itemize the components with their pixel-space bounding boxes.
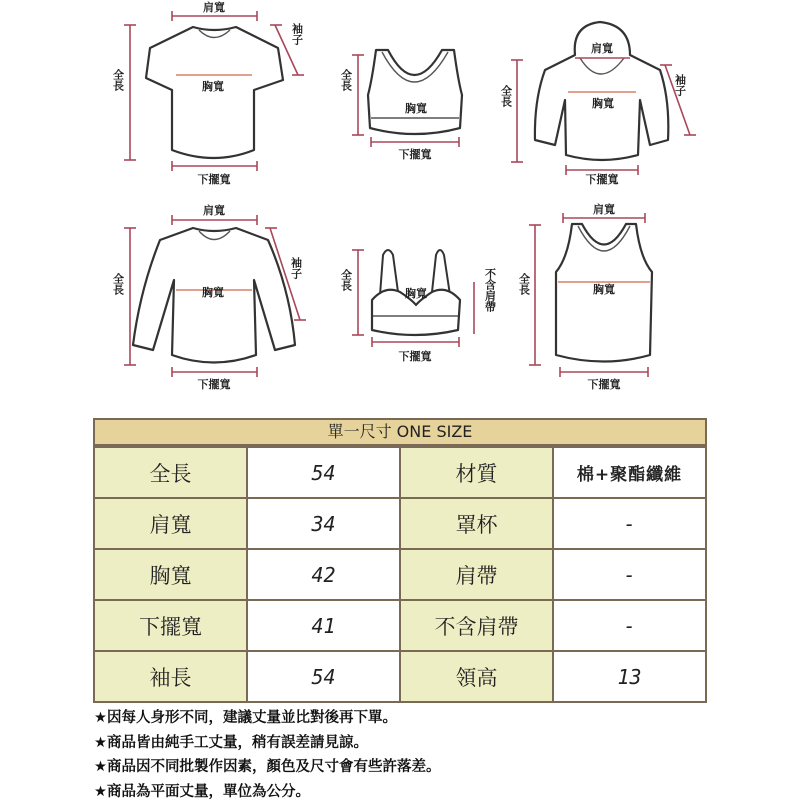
bra-chest-label: 胸寬 xyxy=(405,287,427,300)
long-sleeve-hem-label: 下擺寬 xyxy=(197,378,231,391)
bra-strapless-label: 不含肩帶 xyxy=(483,268,497,312)
note-line: ★因每人身形不同，建議丈量並比對後再下單。 xyxy=(94,710,397,726)
row-label: 肩帶 xyxy=(399,550,552,599)
tank-length-label: 全長 xyxy=(517,273,531,295)
note-line: ★商品皆由純手工丈量，稍有誤差請見諒。 xyxy=(94,734,368,751)
tshirt-sleeve-label: 袖子 xyxy=(290,23,304,45)
row-label: 下擺寬 xyxy=(95,601,246,650)
crop-top-hem-label: 下擺寬 xyxy=(398,148,432,161)
long-sleeve-shoulder-label: 肩寬 xyxy=(203,204,225,217)
hoodie-shoulder-label: 肩寬 xyxy=(591,42,613,55)
row-value: - xyxy=(552,499,705,548)
row-label: 材質 xyxy=(399,448,552,497)
row-value: - xyxy=(552,601,705,650)
bra-hem-label: 下擺寬 xyxy=(398,350,432,363)
tshirt-length-label: 全長 xyxy=(111,69,125,91)
long-sleeve-chest-label: 胸寬 xyxy=(202,286,224,299)
hoodie-sleeve-label: 袖子 xyxy=(673,74,687,96)
row-label: 領高 xyxy=(399,652,552,701)
row-label: 袖長 xyxy=(95,652,246,701)
hoodie-chest-label: 胸寬 xyxy=(592,97,614,110)
tshirt-hem-label: 下擺寬 xyxy=(197,173,231,186)
tshirt-shoulder-label: 肩寬 xyxy=(203,1,225,14)
tshirt-diagram xyxy=(112,0,305,186)
tank-diagram xyxy=(518,202,653,391)
tank-hem-label: 下擺寬 xyxy=(587,378,621,391)
row-value: - xyxy=(552,550,705,599)
tank-chest-label: 胸寬 xyxy=(593,283,615,296)
row-value: 54 xyxy=(246,652,399,701)
row-value: 棉+聚酯纖維 xyxy=(552,448,705,497)
crop-top-chest-label: 胸寬 xyxy=(405,102,427,115)
hoodie-length-label: 全長 xyxy=(499,85,513,107)
tshirt-chest-label: 胸寬 xyxy=(202,80,224,93)
long-sleeve-diagram xyxy=(112,203,307,391)
note-line: ★商品為平面丈量，單位為公分。 xyxy=(94,783,310,800)
long-sleeve-length-label: 全長 xyxy=(111,273,125,295)
hoodie-diagram xyxy=(500,22,697,186)
row-label: 罩杯 xyxy=(399,499,552,548)
bra-diagram xyxy=(340,250,497,363)
row-label: 不含肩帶 xyxy=(399,601,552,650)
table-row xyxy=(95,599,705,650)
row-label: 肩寬 xyxy=(95,499,246,548)
hoodie-hem-label: 下擺寬 xyxy=(585,173,619,186)
row-value: 54 xyxy=(246,448,399,497)
size-table xyxy=(93,418,707,703)
size-table-title: 單一尺寸 ONE SIZE xyxy=(95,420,705,446)
crop-top-diagram xyxy=(340,50,463,161)
row-value: 34 xyxy=(246,499,399,548)
table-row xyxy=(95,497,705,548)
row-value: 13 xyxy=(552,652,705,701)
row-label: 全長 xyxy=(95,448,246,497)
long-sleeve-sleeve-label: 袖子 xyxy=(289,257,303,279)
row-value: 42 xyxy=(246,550,399,599)
notes xyxy=(94,706,441,800)
tank-shoulder-label: 肩寬 xyxy=(593,203,615,216)
row-value: 41 xyxy=(246,601,399,650)
crop-top-length-label: 全長 xyxy=(339,69,353,91)
table-row xyxy=(95,650,705,701)
row-label: 胸寬 xyxy=(95,550,246,599)
note-line: ★商品因不同批製作因素，顏色及尺寸會有些許落差。 xyxy=(94,759,441,775)
bra-length-label: 全長 xyxy=(339,269,353,291)
table-row xyxy=(95,548,705,599)
table-row xyxy=(95,446,705,497)
